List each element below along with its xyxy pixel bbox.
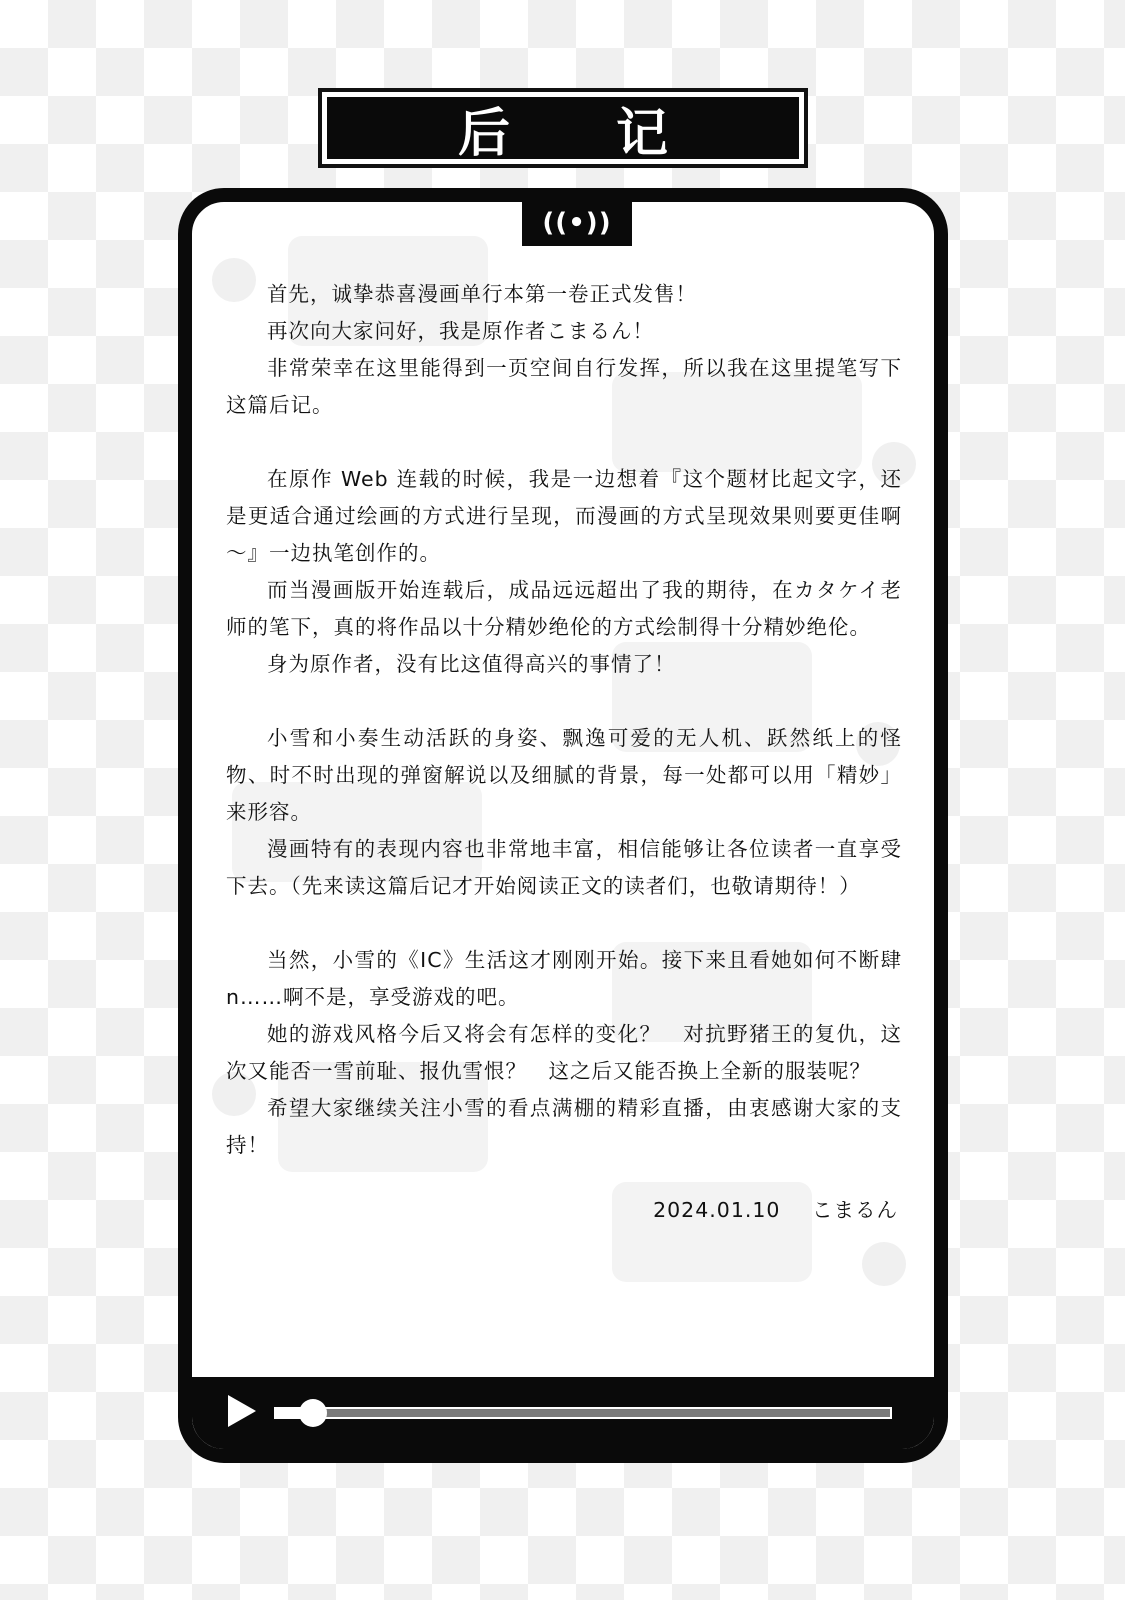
phone-notch <box>522 200 632 246</box>
paragraph: 首先，诚挚恭喜漫画单行本第一卷正式发售！ <box>267 282 697 306</box>
paragraph-gap <box>226 683 902 720</box>
progress-knob[interactable] <box>299 1399 327 1427</box>
paragraph: 身为原作者，没有比这值得高兴的事情了！ <box>267 652 676 676</box>
broadcast-icon: ((•)) <box>542 208 612 238</box>
paragraph: 而当漫画版开始连载后，成品远远超出了我的期待，在カタケイ老师的笔下，真的将作品以十分精妙绝伦的方式绘制得十分精妙绝伦。 <box>226 578 902 639</box>
title-banner <box>327 97 799 164</box>
play-icon[interactable] <box>228 1395 256 1427</box>
title-plate <box>318 88 808 168</box>
paragraph: 小雪和小奏生动活跃的身姿、飘逸可爱的无人机、跃然纸上的怪物、时不时出现的弹窗解说以及细腻的背景，每一处都可以用「精妙」来形容。 <box>226 726 902 824</box>
paragraph-gap <box>226 424 902 461</box>
signature-author: こまるん <box>812 1198 898 1222</box>
avatar-decoration <box>862 1242 906 1286</box>
afterword-body <box>226 276 902 1229</box>
paragraph: 漫画特有的表现内容也非常地丰富，相信能够让各位读者一直享受下去。（先来读这篇后记才开始阅读正文的读者们，也敬请期待！） <box>226 837 902 898</box>
paragraph: 非常荣幸在这里能得到一页空间自行发挥，所以我在这里提笔写下这篇后记。 <box>226 356 902 417</box>
phone-frame <box>178 188 948 1463</box>
progress-track[interactable] <box>274 1407 892 1419</box>
media-player-bar <box>192 1377 934 1449</box>
signature-date: 2024.01.10 <box>653 1198 781 1222</box>
paragraph: 在原作 Web 连载的时候，我是一边想着『这个题材比起文字，还是更适合通过绘画的方式进行呈现，而漫画的方式呈现效果则要更佳啊～』一边执笔创作的。 <box>226 467 902 565</box>
paragraph: 再次向大家问好，我是原作者こまるん！ <box>267 319 654 343</box>
paragraph-gap <box>226 905 902 942</box>
page-title: 后 记 <box>457 103 713 164</box>
paragraph: 当然，小雪的《IC》生活这才刚刚开始。接下来且看她如何不断肆 n……啊不是，享受游戏的吧。 <box>226 948 902 1009</box>
paragraph: 她的游戏风格今后又将会有怎样的变化？ 对抗野猪王的复仇，这次又能否一雪前耻、报仇雪恨？ 这之后又能否换上全新的服装呢？ <box>226 1022 902 1083</box>
signature <box>226 1192 902 1229</box>
paragraph: 希望大家继续关注小雪的看点满棚的精彩直播，由衷感谢大家的支持！ <box>226 1096 902 1157</box>
